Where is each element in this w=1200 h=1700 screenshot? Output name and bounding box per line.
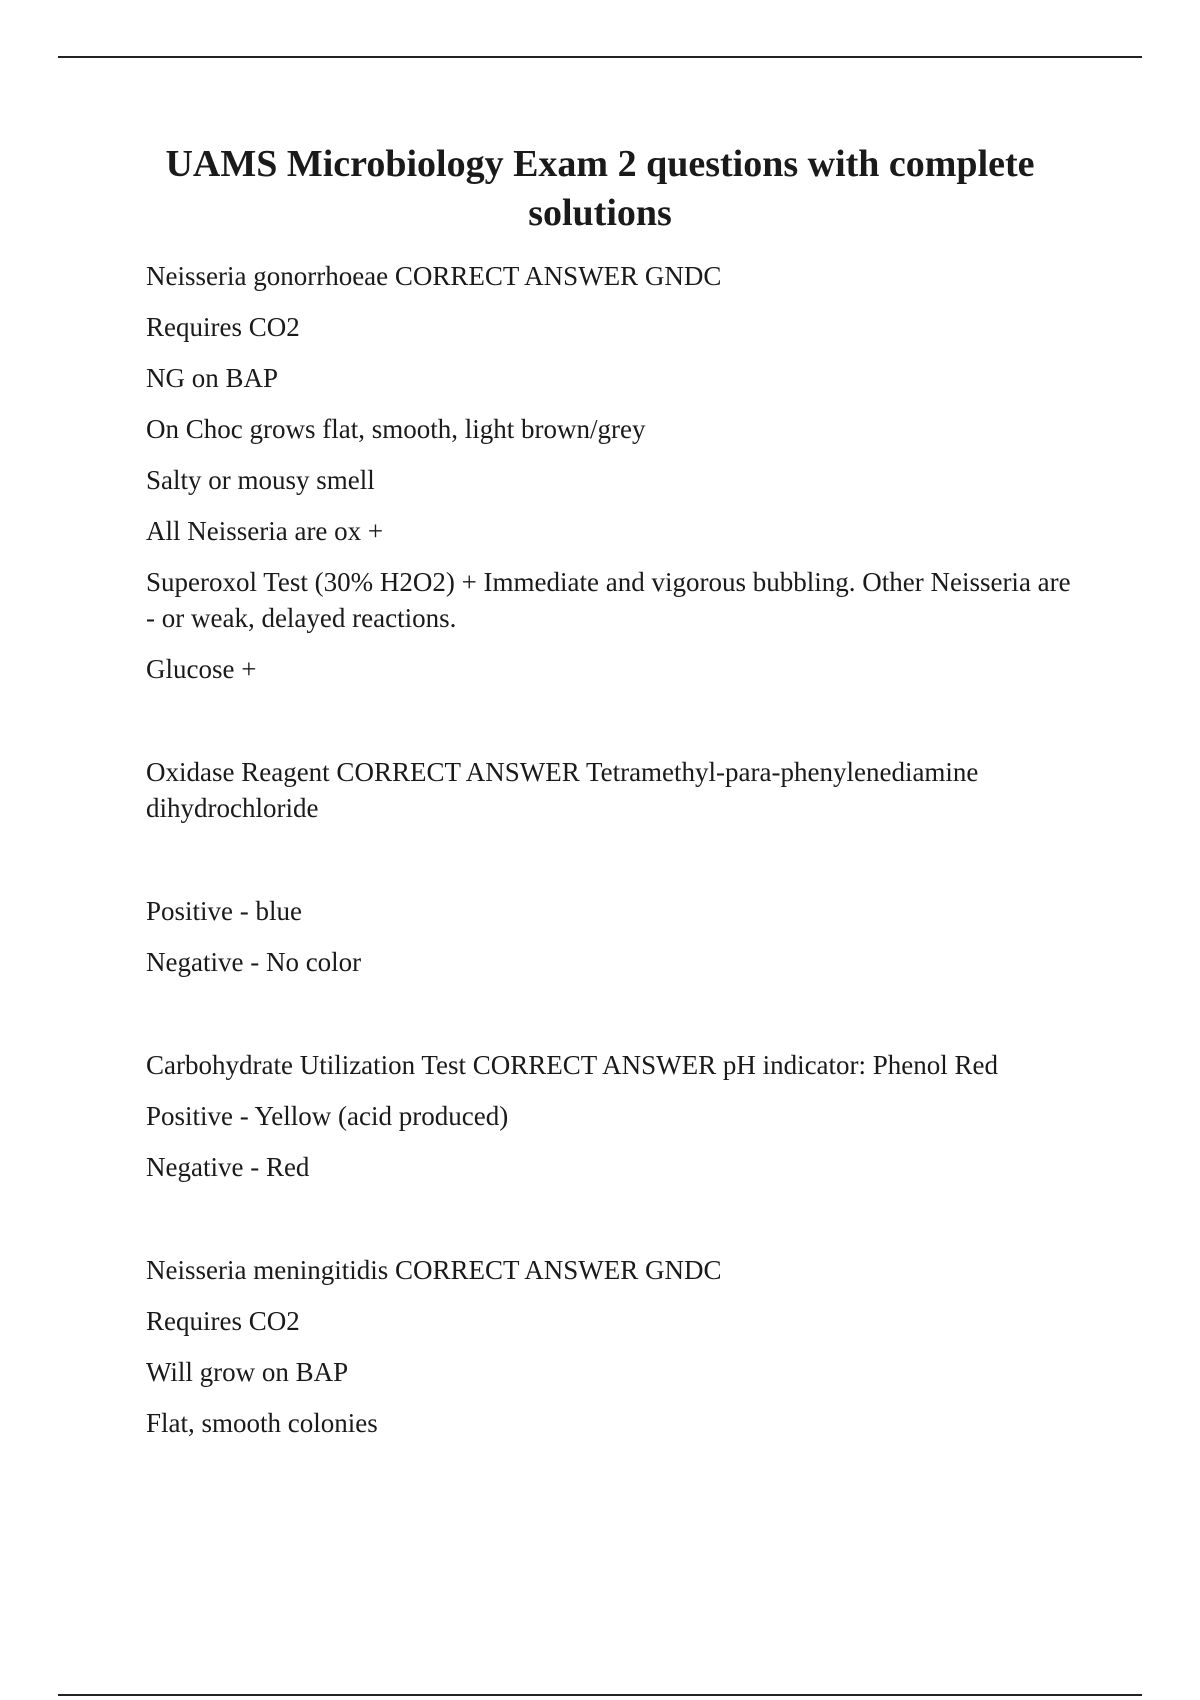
- document-title: UAMS Microbiology Exam 2 questions with complete solutions: [165, 143, 1035, 234]
- block-spacer: [146, 702, 1086, 754]
- answer-line: Will grow on BAP: [146, 1357, 349, 1387]
- answer-line: On Choc grows flat, smooth, light brown/grey: [146, 414, 646, 444]
- block-spacer: [146, 1200, 1086, 1252]
- answer-line: NG on BAP: [146, 363, 279, 393]
- answer-line: Glucose +: [146, 654, 257, 684]
- answer-line: Neisseria gonorrhoeae CORRECT ANSWER GNDC: [146, 261, 722, 291]
- answer-line: Negative - Red: [146, 1152, 310, 1182]
- answer-line: All Neisseria are ox +: [146, 516, 384, 546]
- qa-block: [146, 893, 1086, 980]
- answer-line: Positive - Yellow (acid produced): [146, 1101, 509, 1131]
- answer-line: Negative - No color: [146, 947, 362, 977]
- answer-line: Requires CO2: [146, 1306, 300, 1336]
- qa-block: [146, 754, 1086, 826]
- bottom-rule: [58, 1694, 1142, 1696]
- qa-block: [146, 258, 1086, 687]
- qa-block: [146, 1252, 1086, 1441]
- answer-line: Neisseria meningitidis CORRECT ANSWER GNDC: [146, 1255, 722, 1285]
- answer-line: Positive - blue: [146, 896, 302, 926]
- qa-block: [146, 1047, 1086, 1185]
- block-spacer: [146, 995, 1086, 1047]
- top-rule: [58, 56, 1142, 58]
- block-spacer: [146, 841, 1086, 893]
- answer-line: Superoxol Test (30% H2O2) + Immediate and vigorous bubbling. Other Neisseria are - or weak, delayed reactions.: [146, 567, 1071, 633]
- answer-line: Oxidase Reagent CORRECT ANSWER Tetramethyl-para-phenylenediamine dihydrochloride: [146, 757, 979, 823]
- answer-line: Salty or mousy smell: [146, 465, 375, 495]
- answer-line: Requires CO2: [146, 312, 300, 342]
- answer-line: Carbohydrate Utilization Test CORRECT ANSWER pH indicator: Phenol Red: [146, 1050, 999, 1080]
- document-body: [146, 258, 1086, 1456]
- answer-line: Flat, smooth colonies: [146, 1408, 378, 1438]
